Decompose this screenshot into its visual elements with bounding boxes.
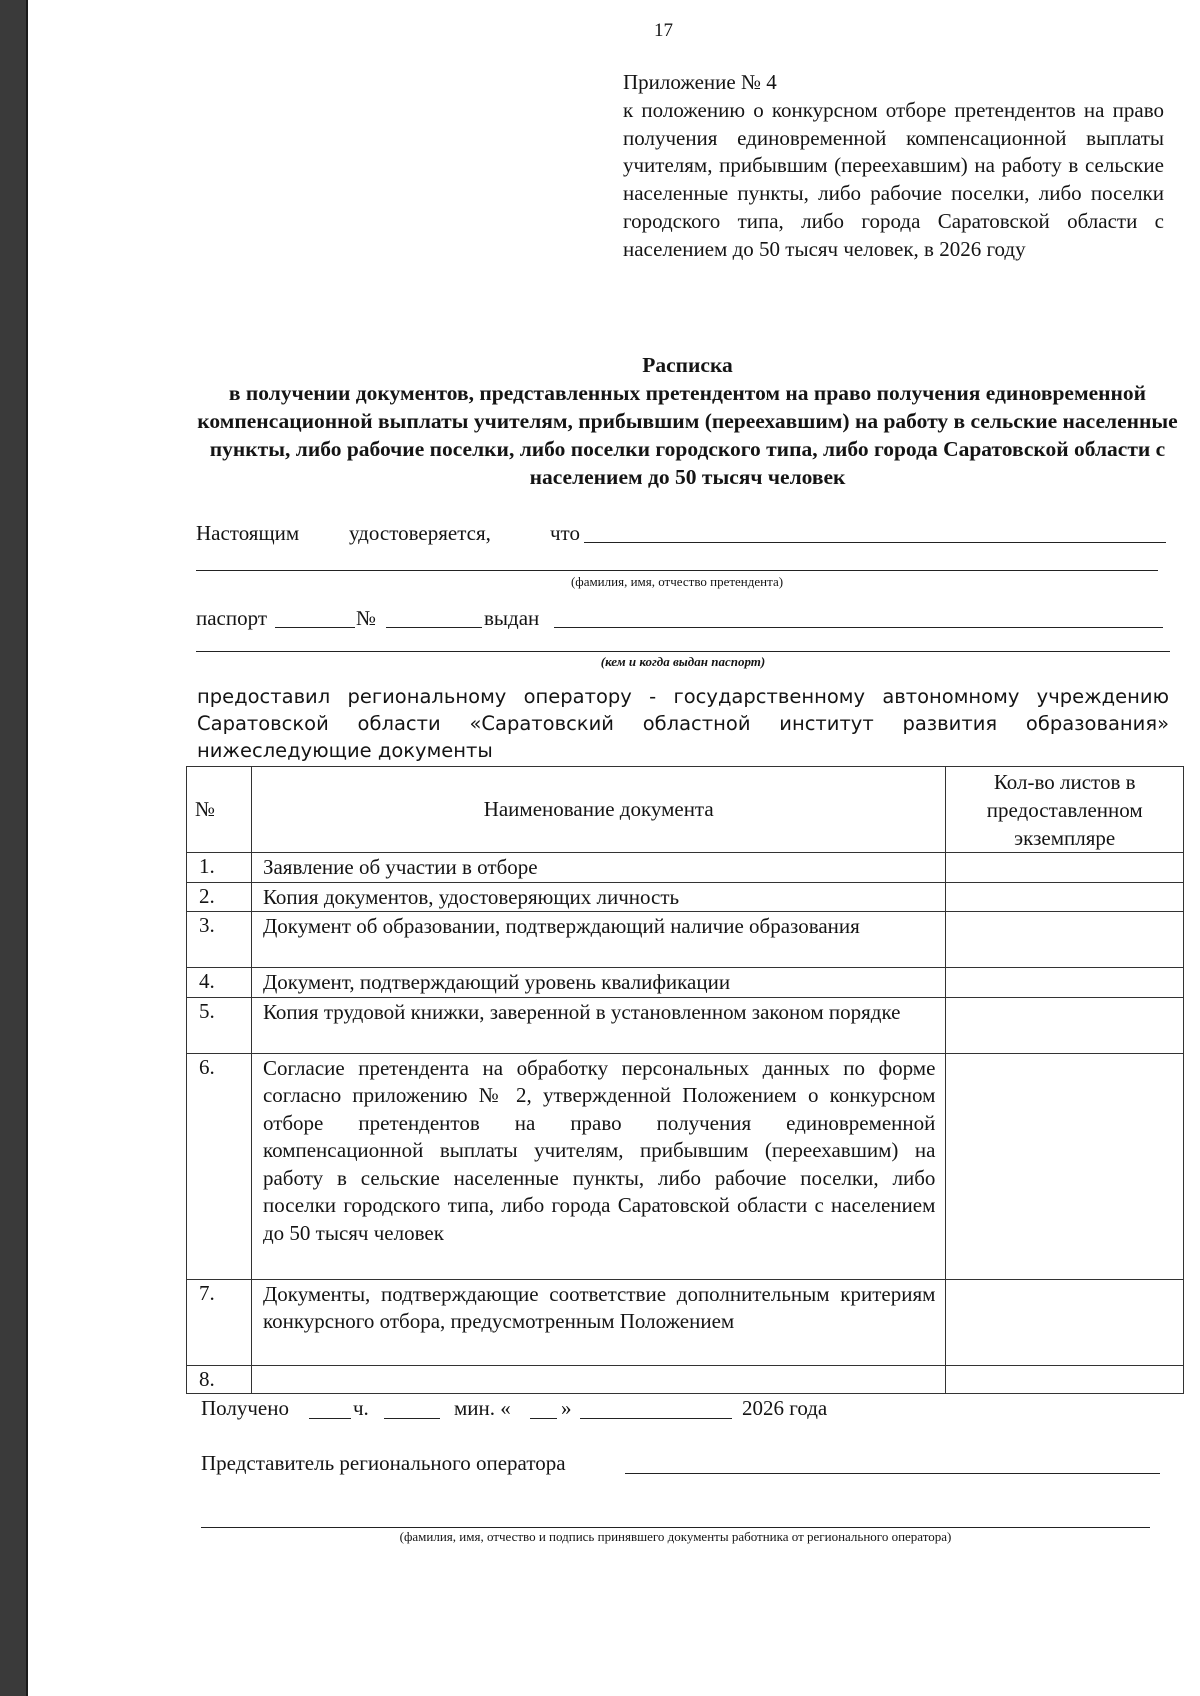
provided-text: предоставил региональному оператору - государственному автономному учреждению Саратовской области «Саратовский областной институт развития образования» нижеследующие документы (197, 685, 1169, 762)
representative-field[interactable] (625, 1473, 1160, 1474)
passport-number-field[interactable] (386, 627, 482, 628)
received-year: 2026 года (742, 1396, 828, 1420)
representative-signature-field[interactable] (201, 1527, 1150, 1528)
table-header-row (187, 767, 1184, 853)
row-pages[interactable] (946, 968, 1184, 998)
passport-issued-label: выдан (484, 606, 540, 630)
row-num: 1. (187, 853, 252, 883)
received-day-field[interactable] (530, 1418, 557, 1419)
appendix-text: к положению о конкурсном отборе претендентов на право получения единовременной компенсационной выплаты учителям, прибывшим (переехавшим) на работу в сельские населенные пункты, либо рабочие поселки, либо поселки городского типа, либо города Саратовской области с населением до 50 тысяч человек, в 2026 году (623, 98, 1164, 261)
document-page (26, 0, 1200, 1696)
appendix-title: Приложение № 4 (623, 70, 777, 94)
received-hours-field[interactable] (309, 1418, 351, 1419)
certify-word-3: что (550, 521, 580, 545)
applicant-name-caption: (фамилия, имя, отчество претендента) (570, 574, 784, 589)
row-name: Документ об образовании, подтверждающий наличие образования (251, 912, 945, 968)
row-name: Копия трудовой книжки, заверенной в установленном законом порядке (251, 997, 945, 1053)
applicant-name-field-2[interactable] (196, 570, 1158, 571)
documents-table (186, 766, 1184, 1394)
received-quote-close: » (561, 1396, 572, 1420)
received-minutes-field[interactable] (384, 1418, 440, 1419)
passport-issued-field[interactable] (554, 627, 1163, 628)
passport-number-label: № (356, 606, 377, 630)
received-minutes-label: мин. « (454, 1396, 511, 1420)
passport-issued-field-2[interactable] (196, 651, 1170, 652)
page-number: 17 (654, 20, 673, 41)
receipt-subtitle: в получении документов, представленных претендентом на право получения единовременной компенсационной выплаты учителям, прибывшим (переехавшим) на работу в сельские населенные пункты, либо рабочие поселки, либо поселки городского типа, либо города Саратовской области с населением до 50 тысяч человек (197, 381, 1178, 489)
row-name: Заявление об участии в отборе (251, 853, 945, 883)
table-row (187, 968, 1184, 998)
row-pages[interactable] (946, 1279, 1184, 1365)
table-row (187, 882, 1184, 912)
representative-label: Представитель регионального оператора (201, 1451, 566, 1475)
header-num: № (187, 767, 252, 853)
table-row (187, 912, 1184, 968)
table-row (187, 1279, 1184, 1365)
row-pages[interactable] (946, 997, 1184, 1053)
scan-edge (26, 0, 28, 1696)
table-row (187, 1053, 1184, 1279)
header-name: Наименование документа (251, 767, 945, 853)
applicant-name-field[interactable] (584, 542, 1166, 543)
certify-word-2: удостоверяется, (349, 521, 491, 545)
row-pages[interactable] (946, 853, 1184, 883)
row-num: 3. (187, 912, 252, 968)
passport-series-field[interactable] (275, 627, 355, 628)
certify-word-1: Настоящим (196, 521, 300, 545)
row-num: 5. (187, 997, 252, 1053)
row-name: Согласие претендента на обработку персональных данных по форме согласно приложению № 2, утвержденной Положением о конкурсном отборе претендентов на право получения единовременной компенсационной выплаты учителям, прибывшим (переехавшим) на работу в сельские населенные пункты, либо рабочие поселки, либо поселки городского типа, либо города Саратовской области с населением до 50 тысяч человек (251, 1053, 945, 1279)
row-pages[interactable] (946, 912, 1184, 968)
received-month-field[interactable] (580, 1418, 732, 1419)
row-num: 6. (187, 1053, 252, 1279)
table-row (187, 1365, 1184, 1393)
passport-caption: (кем и когда выдан паспорт) (600, 654, 766, 669)
received-label: Получено (201, 1396, 289, 1420)
row-pages[interactable] (946, 882, 1184, 912)
row-name: Документы, подтверждающие соответствие дополнительным критериям конкурсного отбора, предусмотренным Положением (251, 1279, 945, 1365)
received-hours-label: ч. (353, 1396, 369, 1420)
row-num: 7. (187, 1279, 252, 1365)
receipt-title: Расписка (642, 353, 733, 377)
row-num: 8. (187, 1365, 252, 1393)
row-pages[interactable] (946, 1053, 1184, 1279)
row-name: Документ, подтверждающий уровень квалификации (251, 968, 945, 998)
row-name: Копия документов, удостоверяющих личность (251, 882, 945, 912)
row-num: 4. (187, 968, 252, 998)
row-num: 2. (187, 882, 252, 912)
representative-caption: (фамилия, имя, отчество и подпись принявшего документы работника от регионального оператора) (399, 1529, 952, 1544)
passport-label: паспорт (196, 606, 268, 630)
row-pages[interactable] (946, 1365, 1184, 1393)
header-pages: Кол-во листов в предоставленном экземпляре (946, 767, 1184, 853)
table-row (187, 997, 1184, 1053)
table-row (187, 853, 1184, 883)
row-name[interactable] (251, 1365, 945, 1393)
